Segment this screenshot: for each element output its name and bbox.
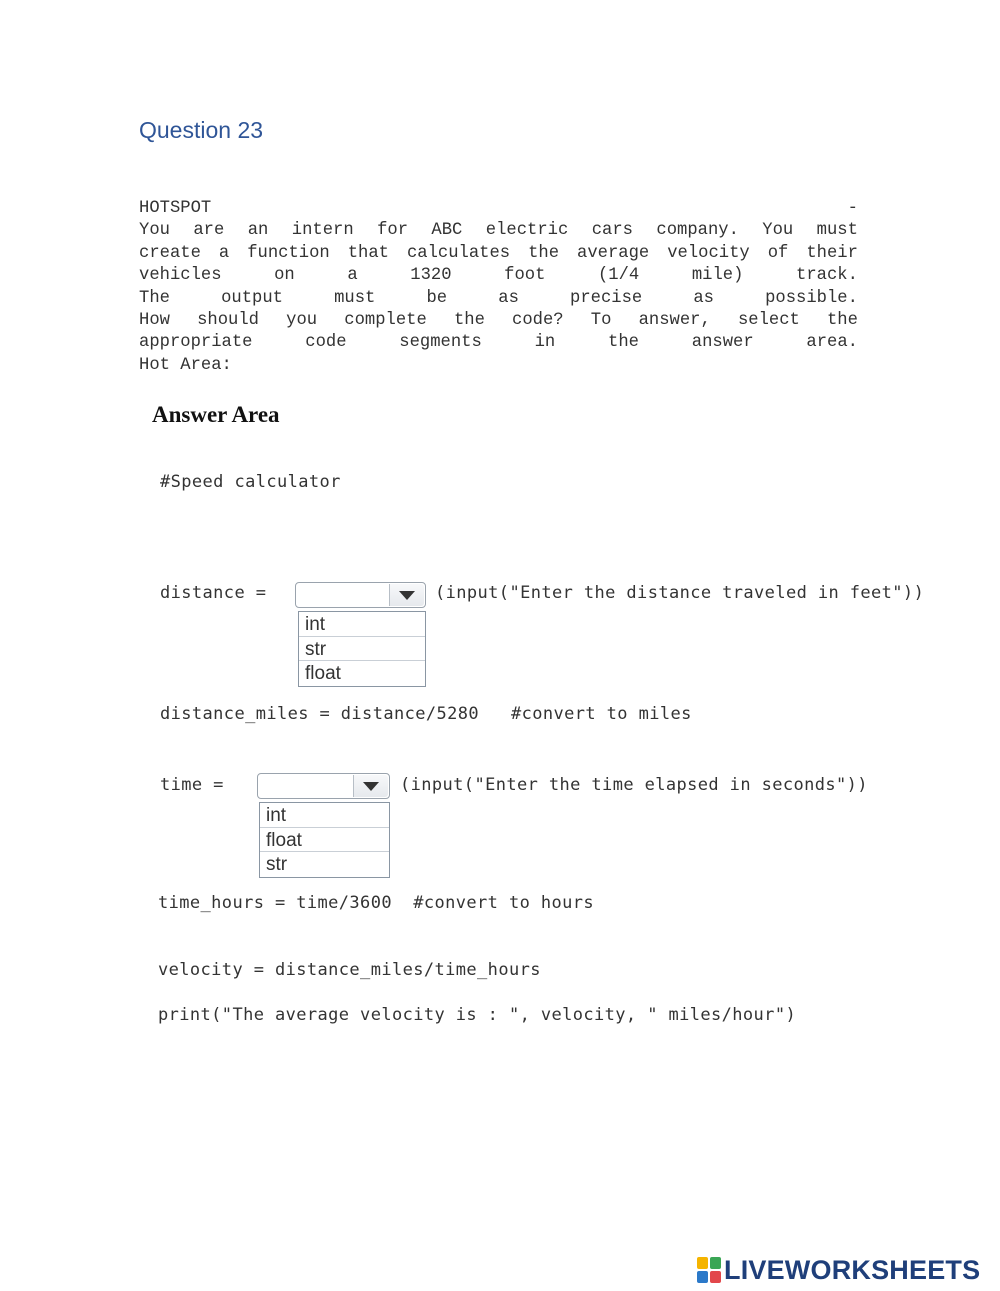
question-word: complete <box>344 311 427 331</box>
question-word: foot <box>504 266 546 286</box>
answer-area-title: Answer Area <box>152 402 280 427</box>
question-word: The <box>139 288 170 308</box>
distance-dropdown-button[interactable] <box>389 584 424 606</box>
question-word: be <box>426 288 448 308</box>
question-word: company. <box>656 221 739 241</box>
question-word: in <box>534 333 556 353</box>
distance-option[interactable]: str <box>299 637 425 662</box>
question-word: track. <box>796 266 858 286</box>
question-word: How <box>139 311 170 331</box>
question-word: answer, <box>638 311 711 331</box>
velocity-line: velocity = distance_miles/time_hours <box>158 960 541 980</box>
question-line <box>139 265 858 287</box>
time-type-dropdown[interactable] <box>257 773 390 799</box>
question-word: the <box>528 243 560 263</box>
question-word: HOTSPOT <box>139 199 212 218</box>
question-word: are <box>193 221 225 241</box>
distance-type-dropdown[interactable] <box>295 582 426 608</box>
question-title: Question 23 <box>139 117 264 143</box>
question-word: average <box>577 243 650 263</box>
question-word: a <box>347 266 358 286</box>
question-word: segments <box>399 333 482 353</box>
question-word: Hot Area: <box>139 355 232 375</box>
question-line <box>139 332 858 354</box>
question-word: intern <box>291 221 354 241</box>
question-word: code <box>305 333 347 353</box>
question-word: possible. <box>765 288 858 308</box>
distance-options-list <box>298 611 426 687</box>
question-word: should <box>197 311 259 331</box>
question-line <box>139 288 858 310</box>
time-dropdown-button[interactable] <box>353 775 388 797</box>
time-option[interactable]: float <box>260 828 389 853</box>
time-hours-line: time_hours = time/3600 #convert to hours <box>158 893 595 913</box>
question-word: 1320 <box>410 266 452 286</box>
question-word: must <box>816 221 858 241</box>
question-word: must <box>334 288 376 308</box>
question-word: answer <box>691 333 754 353</box>
question-line <box>139 355 858 377</box>
code-comment: #Speed calculator <box>160 472 341 492</box>
liveworksheets-logo-icon <box>697 1257 721 1283</box>
question-word: vehicles <box>139 266 222 286</box>
question-line <box>139 243 858 265</box>
question-word: To <box>590 311 612 331</box>
question-word: their <box>806 243 858 263</box>
question-word: appropriate <box>139 333 253 353</box>
time-input-call: (input("Enter the time elapsed in seconds")) <box>400 775 868 795</box>
question-word: on <box>274 266 295 286</box>
time-options-list <box>259 802 390 878</box>
question-word: area. <box>806 333 858 353</box>
liveworksheets-logo <box>697 1253 980 1287</box>
time-option[interactable]: str <box>266 854 288 875</box>
question-word: a <box>218 243 230 263</box>
print-line: print("The average velocity is : ", velocity, " miles/hour") <box>158 1005 797 1025</box>
distance-input-call: (input("Enter the distance traveled in feet")) <box>435 583 925 603</box>
question-word: the <box>453 311 485 331</box>
chevron-down-icon <box>363 782 379 791</box>
question-word: calculates <box>406 243 511 263</box>
question-word: You <box>762 221 794 241</box>
question-word: output <box>221 288 283 308</box>
question-word: precise <box>570 288 643 308</box>
question-word: that <box>347 243 389 263</box>
question-word: for <box>377 221 409 241</box>
question-word: function <box>247 243 330 263</box>
question-line <box>139 198 858 220</box>
question-word: you <box>286 311 318 331</box>
question-word: velocity <box>667 243 750 263</box>
distance-option[interactable]: int <box>299 612 425 637</box>
question-word: mile) <box>691 266 744 286</box>
logo-text: LIVEWORKSHEETS <box>724 1254 981 1285</box>
distance-miles-line: distance_miles = distance/5280 #convert to miles <box>160 704 692 724</box>
chevron-down-icon <box>399 591 415 600</box>
question-word: an <box>247 221 269 241</box>
distance-label: distance = <box>160 583 267 603</box>
distance-option[interactable]: float <box>305 663 341 684</box>
time-option[interactable]: int <box>260 803 389 828</box>
question-line <box>139 310 858 332</box>
question-word: electric <box>485 221 569 241</box>
question-word: code? <box>512 311 564 331</box>
question-word: of <box>767 243 789 263</box>
question-word: as <box>693 288 714 308</box>
question-word: the <box>826 311 858 331</box>
question-word: as <box>498 288 519 308</box>
time-label: time = <box>160 775 224 795</box>
question-word: the <box>608 333 639 353</box>
question-word: cars <box>591 221 633 241</box>
question-word: select <box>737 311 800 331</box>
question-word: ABC <box>431 221 463 241</box>
question-word: You <box>139 221 170 241</box>
question-text <box>139 198 858 377</box>
question-word: - <box>847 199 858 218</box>
question-word: create <box>139 243 201 263</box>
question-word: (1/4 <box>597 266 640 286</box>
question-line <box>139 220 858 242</box>
